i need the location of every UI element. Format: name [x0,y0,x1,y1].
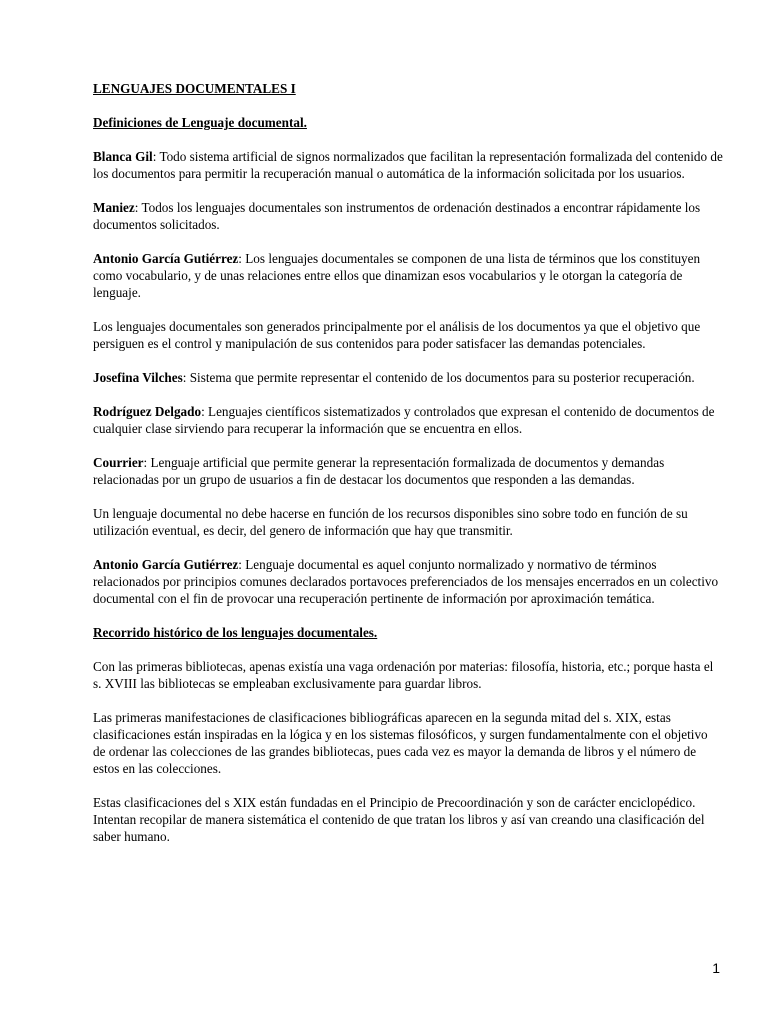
paragraph-primeras-bibliotecas: Con las primeras bibliotecas, apenas existía una vaga ordenación por materias: filosofía, historia, etc.; porque hasta el s. XVIII las bibliotecas se empleaban exclusivamente para guardar libros. [93,659,714,691]
section-heading-recorrido-historico: Recorrido histórico de los lenguajes documentales. [93,625,378,640]
author-name: Courrier [93,455,144,470]
paragraph-primeras-manifestaciones: Las primeras manifestaciones de clasificaciones bibliográficas aparecen en la segunda mitad del s. XIX, estas clasificaciones están inspiradas en la lógica y en los sistemas filosóficos, y surgen fundamentalmente con el objetivo de ordenar las colecciones de las grandes bibliotecas, pues cada vez es mayor la demanda de libros y el número de estos en las colecciones. [93,710,708,776]
author-name: Rodríguez Delgado [93,404,202,419]
paragraph-rodriguez-delgado [93,403,723,437]
paragraph-maniez [93,199,723,233]
paragraph-text: : Lenguaje documental es aquel conjunto normalizado y normativo de términos relacionados por principios comunes declarados portavoces preferenciados de los mensajes encerrados en un colectivo documental con el fin de provocar una recuperación pertinente de información por aproximación temática. [93,557,719,606]
paragraph-blanca-gil [93,148,723,182]
author-name: Blanca Gil [93,149,153,164]
author-name: Josefina Vilches [93,370,183,385]
author-name: Antonio García Gutiérrez [93,557,239,572]
paragraph-josefina-vilches [93,369,723,386]
paragraph-text: : Sistema que permite representar el contenido de los documentos para su posterior recuperación. [182,370,695,385]
author-name: Antonio García Gutiérrez [93,251,239,266]
paragraph-text: : Lenguajes científicos sistematizados y controlados que expresan el contenido de documentos de cualquier clase sirviendo para recuperar la información que se encuentra en ellos. [93,404,715,436]
author-name: Maniez [93,200,135,215]
page-number: 1 [712,960,720,976]
paragraph-text: : Lenguaje artificial que permite generar la representación formalizada de documentos y demandas relacionadas por un grupo de usuarios a fin de destacar los documentos que responden a las demandas. [93,455,665,487]
paragraph-lenguaje-documental-funcion: Un lenguaje documental no debe hacerse en función de los recursos disponibles sino sobre todo en función de su utilización eventual, es decir, del genero de información que hay que transmitir. [93,506,688,538]
paragraph-garcia-gutierrez-1 [93,250,723,301]
document-body [93,80,723,862]
document-title: LENGUAJES DOCUMENTALES I [93,81,296,96]
paragraph-text: : Todo sistema artificial de signos normalizados que facilitan la representación formalizada del contenido de los documentos para permitir la recuperación manual o automática de la información solicitada por los usuarios. [93,149,723,181]
paragraph-garcia-gutierrez-2 [93,556,723,607]
paragraph-courrier [93,454,723,488]
paragraph-lenguajes-generados: Los lenguajes documentales son generados principalmente por el análisis de los documentos ya que el objetivo que persiguen es el control y manipulación de sus contenidos para poder satisfacer las demandas potenciales. [93,319,701,351]
paragraph-text: : Todos los lenguajes documentales son instrumentos de ordenación destinados a encontrar rápidamente los documentos solicitados. [93,200,701,232]
paragraph-text: : Los lenguajes documentales se componen de una lista de términos que los constituyen como vocabulario, y de unas relaciones entre ellos que dinamizan esos vocabularios y le otorgan la categoría de lenguaje. [93,251,701,300]
paragraph-clasificaciones-xix: Estas clasificaciones del s XIX están fundadas en el Principio de Precoordinación y son de carácter enciclopédico. Intentan recopilar de manera sistemática el contenido de que tratan los libros y así van creando una clasificación del saber humano. [93,795,705,844]
section-heading-definiciones: Definiciones de Lenguaje documental. [93,115,307,130]
